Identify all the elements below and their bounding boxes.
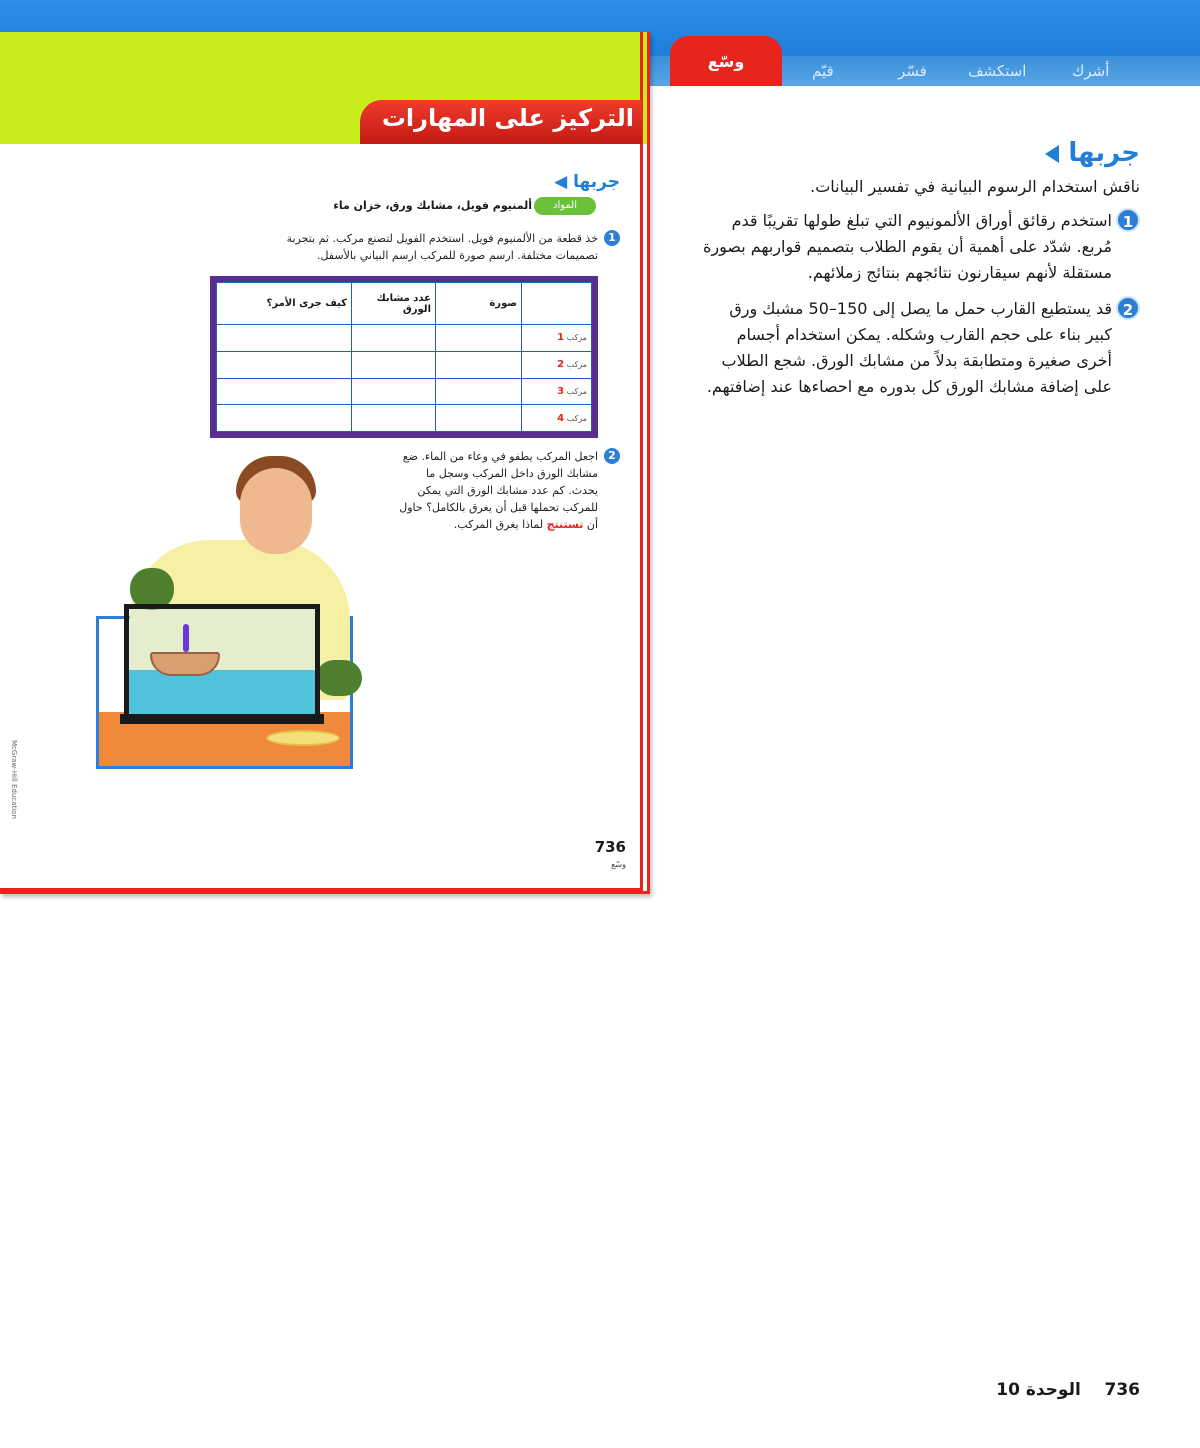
page-border: [640, 32, 643, 894]
photo-boy-face: [240, 468, 312, 554]
table-cell[interactable]: [217, 405, 352, 432]
student-page-label: وسّع: [611, 860, 626, 869]
step-2-text: [396, 448, 598, 533]
photo-tank-base: [120, 714, 324, 724]
table-cell[interactable]: [352, 378, 436, 405]
teacher-item-1: استخدم رقائق أوراق الألمونيوم التي تبلغ طولها تقريبًا قدم مُربع. شدّد على أهمية أن يقوم الطلاب بتصميم قواربهم بصورة مستقلة لأنهم سيقارنون نتائجهم بنتائج زملائهم.: [703, 211, 1112, 282]
tab-extend[interactable]: وسّع: [670, 36, 782, 86]
table-cell[interactable]: [436, 351, 522, 378]
table-row-label: مركب 4: [522, 405, 592, 432]
photo-water: [129, 670, 315, 718]
student-page-number: 736: [594, 838, 626, 856]
photo-paper-clip: [183, 624, 189, 652]
photo-boy-sleeve: [316, 660, 362, 696]
teacher-heading-text: جربها: [1068, 138, 1140, 168]
table-cell[interactable]: [436, 378, 522, 405]
table-cell[interactable]: [352, 405, 436, 432]
skills-banner-title: التركيز على المهارات: [381, 104, 634, 132]
table-cell[interactable]: [217, 378, 352, 405]
table-header: [522, 283, 592, 325]
footer-page-number: 736: [1104, 1380, 1140, 1400]
step-2-highlight: تستنتج: [546, 518, 584, 531]
table-header: عدد مشابك الورق: [352, 283, 436, 325]
table-header: كيف جرى الأمر؟: [217, 283, 352, 325]
table-header-row: [217, 283, 592, 325]
teacher-heading: [900, 138, 1140, 168]
table-row: [217, 351, 592, 378]
data-table-frame: [210, 276, 598, 438]
photo-foil-boat: [150, 652, 220, 676]
photo-credit: McGraw-Hill Education: [10, 740, 18, 819]
step-1-badge: 1: [604, 230, 620, 246]
table-cell[interactable]: [436, 325, 522, 352]
materials-list: ألمنيوم فويل، مشابك ورق، خزان ماء: [333, 199, 532, 212]
table-row: [217, 325, 592, 352]
teacher-item-2-badge: 2: [1116, 296, 1140, 320]
table-row-label: مركب 2: [522, 351, 592, 378]
table-row: [217, 378, 592, 405]
page-border-bottom: [0, 888, 643, 891]
play-arrow-icon: ◀: [554, 172, 568, 192]
table-cell[interactable]: [217, 325, 352, 352]
teacher-item-2: قد يستطيع القارب حمل ما يصل إلى 150–50 مشبك ورق كبير بناء على حجم القارب وشكله. يمكن استخدام أجسام أخرى صغيرة ومتطابقة بدلاً من مشابك الورق. شجع الطلاب على إضافة مشابك الورق كل بدوره مع احصاءها عند إضافتهم.: [706, 299, 1112, 396]
tab-explore[interactable]: استكشف: [968, 62, 1027, 80]
tab-evaluate[interactable]: قيّم: [812, 62, 834, 80]
step-2-part-b: ضع مشابك الورق داخل المركب وسجل ما يحدث. كم عدد مشابك الورق التي يمكن للمركب تحملها قبل أن يغرق بالكامل؟ حاول أن: [399, 450, 598, 531]
table-cell[interactable]: [352, 325, 436, 352]
student-heading-text: جربها: [573, 172, 620, 192]
table-row: [217, 405, 592, 432]
photo-clip-plate: [266, 730, 340, 746]
page-footer: [900, 1380, 1140, 1400]
tab-engage[interactable]: أشرك: [1072, 62, 1110, 80]
table-row-label: مركب 3: [522, 378, 592, 405]
step-2-part-c: لماذا يغرق المركب.: [453, 518, 544, 531]
step-2-part-a: اجعل المركب يطفو في وعاء من الماء.: [421, 450, 598, 463]
table-row-label: مركب 1: [522, 325, 592, 352]
table-cell[interactable]: [217, 351, 352, 378]
footer-unit: الوحدة 10: [996, 1380, 1081, 1400]
student-heading: [440, 172, 620, 192]
table-header: صورة: [436, 283, 522, 325]
step-1-text: خذ قطعة من الألمنيوم فويل. استخدم الفويل لتصنع مركب. ثم بتجربة تصميمات مختلفة. ارسم صورة للمركب ارسم البياني بالأسفل.: [286, 232, 598, 262]
data-table: [216, 282, 592, 432]
table-cell[interactable]: [436, 405, 522, 432]
play-arrow-icon: [1045, 145, 1059, 163]
materials-label: المواد: [534, 197, 596, 215]
step-2-badge: 2: [604, 448, 620, 464]
teacher-item-1-badge: 1: [1116, 208, 1140, 232]
teacher-intro: ناقش استخدام الرسوم البيانية في تفسير البيانات.: [810, 177, 1140, 196]
tab-explain[interactable]: فسّر: [898, 62, 927, 80]
table-cell[interactable]: [352, 351, 436, 378]
